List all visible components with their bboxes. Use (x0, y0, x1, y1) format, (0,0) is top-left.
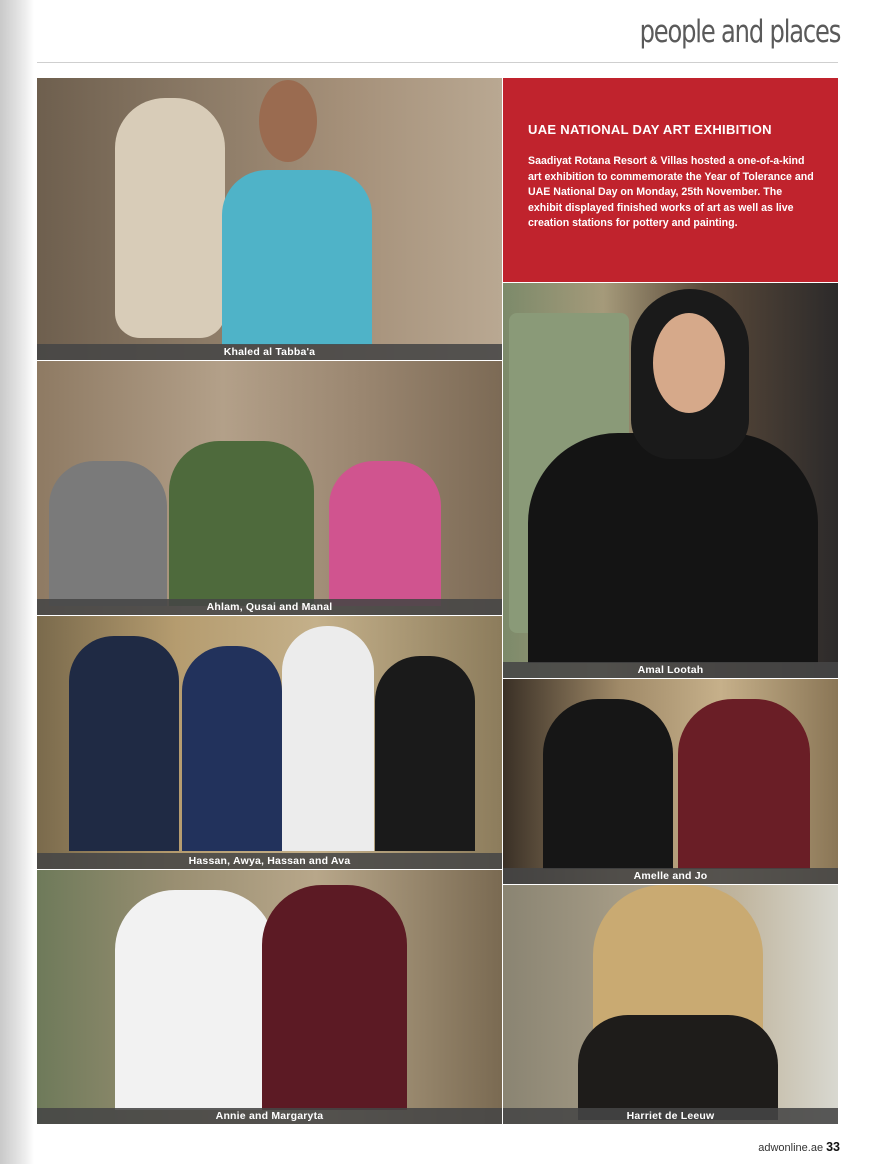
page-footer (758, 1140, 840, 1154)
person-figure (182, 646, 282, 851)
section-title: people and places (639, 14, 840, 50)
person-figure (169, 441, 314, 606)
person-figure (262, 885, 407, 1110)
sculpture-bust (115, 98, 225, 338)
page-spine-shadow (0, 0, 34, 1164)
footer-site: adwonline.ae (758, 1142, 824, 1154)
photo-annie-margaryta (37, 870, 502, 1124)
person-head (259, 80, 317, 162)
person-face (653, 313, 725, 413)
caption-ahlam-qusai-manal: Ahlam, Qusai and Manal (37, 599, 502, 615)
photo-khaled (37, 78, 502, 360)
photo-amelle-jo (503, 679, 838, 884)
header-rule (37, 62, 838, 63)
person-figure (69, 636, 179, 851)
person-figure (678, 699, 810, 869)
photo-harriet-de-leeuw (503, 885, 838, 1124)
person-figure (282, 626, 374, 851)
caption-hassan-awya-hassan-ava: Hassan, Awya, Hassan and Ava (37, 853, 502, 869)
person-figure (115, 890, 275, 1110)
photo-hassan-awya-hassan-ava (37, 616, 502, 869)
caption-amal-lootah: Amal Lootah (503, 662, 838, 678)
article-box (503, 78, 838, 282)
person-figure (543, 699, 673, 869)
person-figure (329, 461, 441, 606)
page-number: 33 (826, 1140, 840, 1154)
person-figure (49, 461, 167, 606)
article-body: Saadiyat Rotana Resort & Villas hosted a one-of-a-kind art exhibition to commemorate the Year of Tolerance and UAE National Day on Monday, 25th November. The exhibit displayed finished works of art as well as live creation stations for pottery and painting. (528, 155, 814, 229)
person-figure (578, 1015, 778, 1120)
person-figure (528, 433, 818, 663)
photo-amal-lootah (503, 283, 838, 678)
caption-harriet-de-leeuw: Harriet de Leeuw (503, 1108, 838, 1124)
caption-annie-margaryta: Annie and Margaryta (37, 1108, 502, 1124)
person-figure (222, 170, 372, 345)
photo-ahlam-qusai-manal (37, 361, 502, 615)
caption-khaled: Khaled al Tabba'a (37, 344, 502, 360)
caption-amelle-jo: Amelle and Jo (503, 868, 838, 884)
person-figure (375, 656, 475, 851)
article-heading: UAE NATIONAL DAY ART EXHIBITION (528, 122, 772, 137)
